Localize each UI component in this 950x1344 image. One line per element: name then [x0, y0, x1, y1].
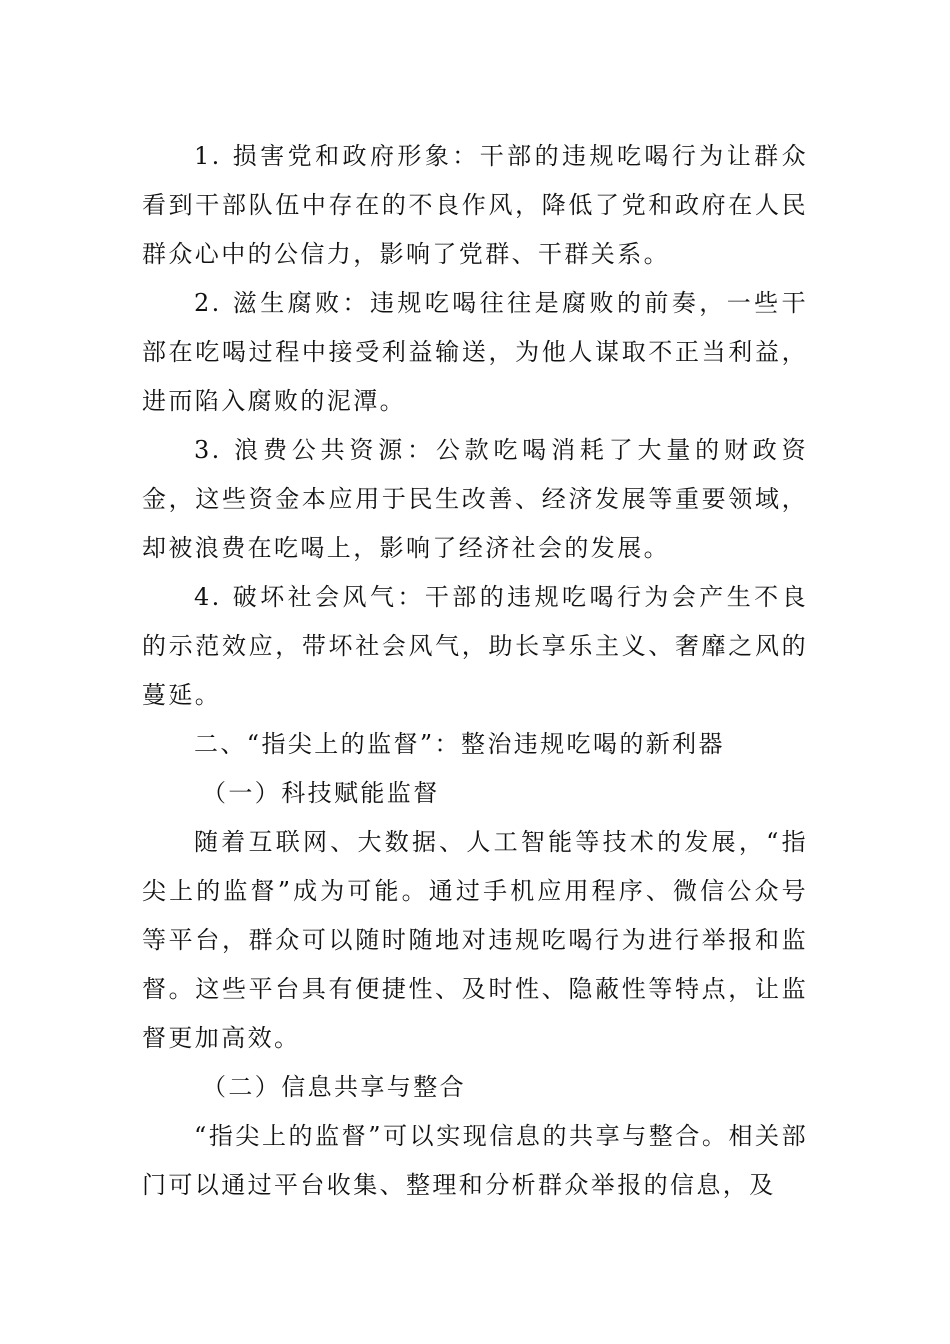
section-heading-2: 二、“指尖上的监督”：整治违规吃喝的新利器 — [194, 730, 725, 758]
paragraph-item-4: 4. 破坏社会风气：干部的违规吃喝行为会产生不良的示范效应，带坏社会风气，助长享乐主义、奢靡之风的蔓延。 — [142, 583, 808, 709]
document-body — [142, 132, 808, 1210]
paragraph-item-3: 3. 浪费公共资源：公款吃喝消耗了大量的财政资金，这些资金本应用于民生改善、经济发展等重要领域，却被浪费在吃喝上，影响了经济社会的发展。 — [142, 436, 808, 562]
paragraph-item-1: 1. 损害党和政府形象：干部的违规吃喝行为让群众看到干部队伍中存在的不良作风，降低了党和政府在人民群众心中的公信力，影响了党群、干群关系。 — [142, 142, 808, 268]
paragraph-info-sharing: “指尖上的监督”可以实现信息的共享与整合。相关部门可以通过平台收集、整理和分析群众举报的信息，及 — [142, 1122, 808, 1199]
subheading-2: （二）信息共享与整合 — [202, 1073, 466, 1101]
paragraph-item-2: 2. 滋生腐败：违规吃喝往往是腐败的前奏，一些干部在吃喝过程中接受利益输送，为他人谋取不正当利益，进而陷入腐败的泥潭。 — [142, 289, 808, 415]
subheading-1: （一）科技赋能监督 — [202, 779, 440, 807]
paragraph-tech-supervision: 随着互联网、大数据、人工智能等技术的发展，“指尖上的监督”成为可能。通过手机应用程序、微信公众号等平台，群众可以随时随地对违规吃喝行为进行举报和监督。这些平台具有便捷性、及时性、隐蔽性等特点，让监督更加高效。 — [142, 828, 808, 1052]
